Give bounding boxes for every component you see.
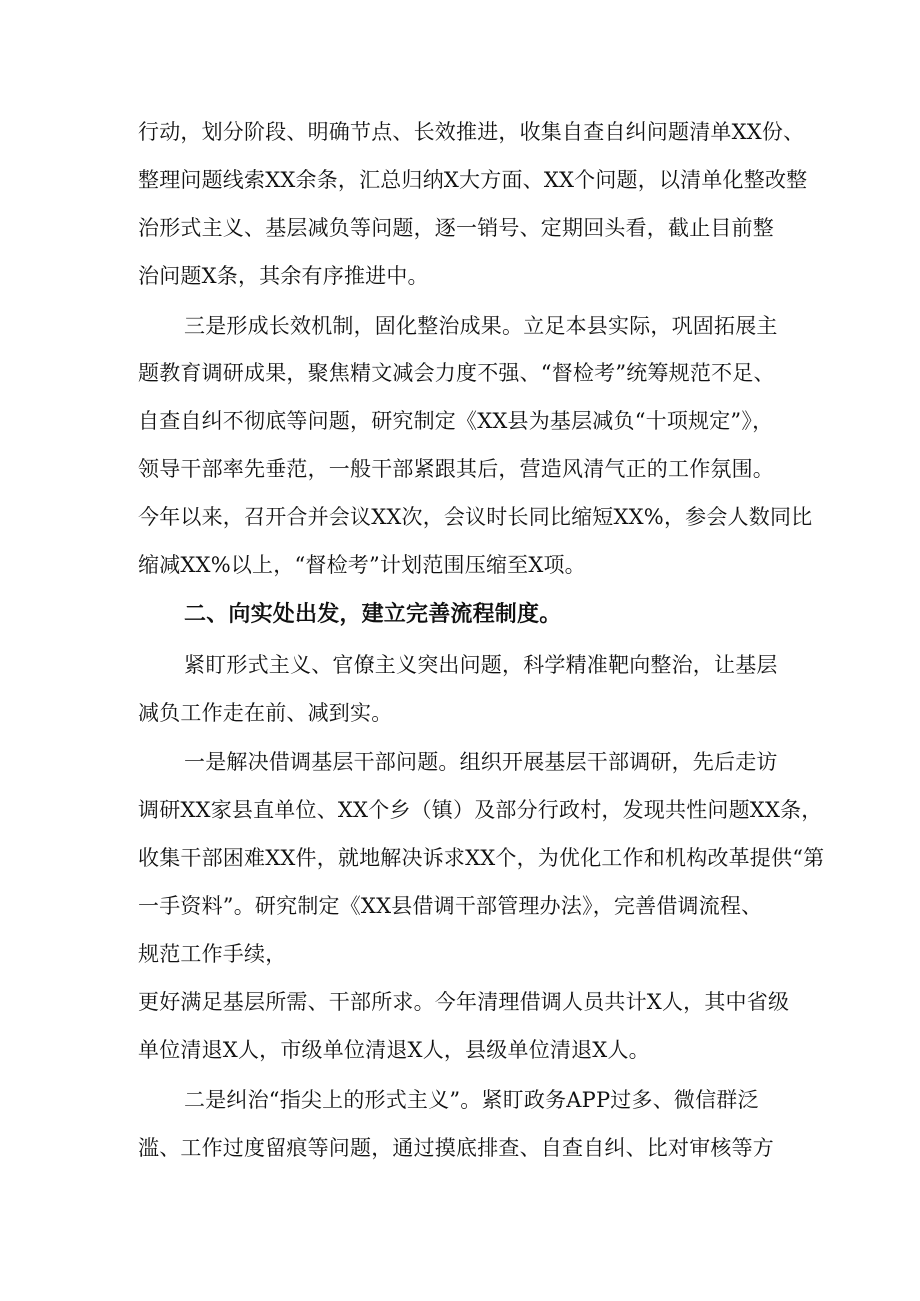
- section-heading: 二、向实处出发，建立完善流程制度。: [184, 602, 562, 627]
- body-text-line: 领导干部率先垂范，一般干部紧跟其后，营造风清气正的工作氛围。: [138, 457, 774, 481]
- body-text-line: 规范工作手续，: [138, 942, 287, 966]
- body-text-line: 治形式主义、基层减负等问题，逐一销号、定期回头看，截止目前整: [138, 216, 774, 240]
- body-text-line: 整理问题线索XX余条，汇总归纳X大方面、XX个问题，以清单化整改整: [138, 168, 808, 192]
- body-text-line: 单位清退X人，市级单位清退X人，县级单位清退X人。: [138, 1038, 650, 1062]
- paragraph-first-line: 三是形成长效机制，固化整治成果。立足本县实际，巩固拓展主: [184, 314, 778, 338]
- body-text-line: 调研XX家县直单位、XX个乡（镇）及部分行政村，发现共性问题XX条，: [138, 798, 823, 822]
- paragraph-first-line: 一是解决借调基层干部问题。组织开展基层干部调研，先后走访: [184, 750, 778, 774]
- paragraph-first-line: 紧盯形式主义、官僚主义突出问题，科学精准靶向整治，让基层: [184, 653, 778, 677]
- body-text-line: 治问题X条，其余有序推进中。: [138, 264, 429, 288]
- body-text-line: 题教育调研成果，聚焦精文减会力度不强、“督检考”统筹规范不足、: [138, 361, 775, 385]
- body-text-line: 滥、工作过度留痕等问题，通过摸底排查、自查自纠、比对审核等方: [138, 1136, 774, 1160]
- body-text-line: 行动，划分阶段、明确节点、长效推进，收集自查自纠问题清单XX份、: [138, 120, 805, 144]
- body-text-line: 缩减XX%以上，“督检考”计划范围压缩至X项。: [138, 553, 586, 577]
- body-text-line: 一手资料”。研究制定《XX县借调干部管理办法》，完善借调流程、: [138, 894, 763, 918]
- body-text-line: 收集干部困难XX件，就地解决诉求XX个，为优化工作和机构改革提供“第: [138, 846, 825, 870]
- body-text-line: 自查自纠不彻底等问题，研究制定《XX县为基层减负“十项规定”》，: [138, 409, 774, 433]
- body-text-line: 今年以来，召开合并会议XX次，会议时长同比缩短XX%，参会人数同比: [138, 505, 813, 529]
- body-text-line: 更好满足基层所需、干部所求。今年清理借调人员共计X人，其中省级: [138, 990, 790, 1014]
- body-text-line: 减负工作走在前、减到实。: [138, 701, 393, 725]
- paragraph-first-line: 二是纠治“指尖上的形式主义”。紧盯政务APP过多、微信群泛: [184, 1088, 759, 1112]
